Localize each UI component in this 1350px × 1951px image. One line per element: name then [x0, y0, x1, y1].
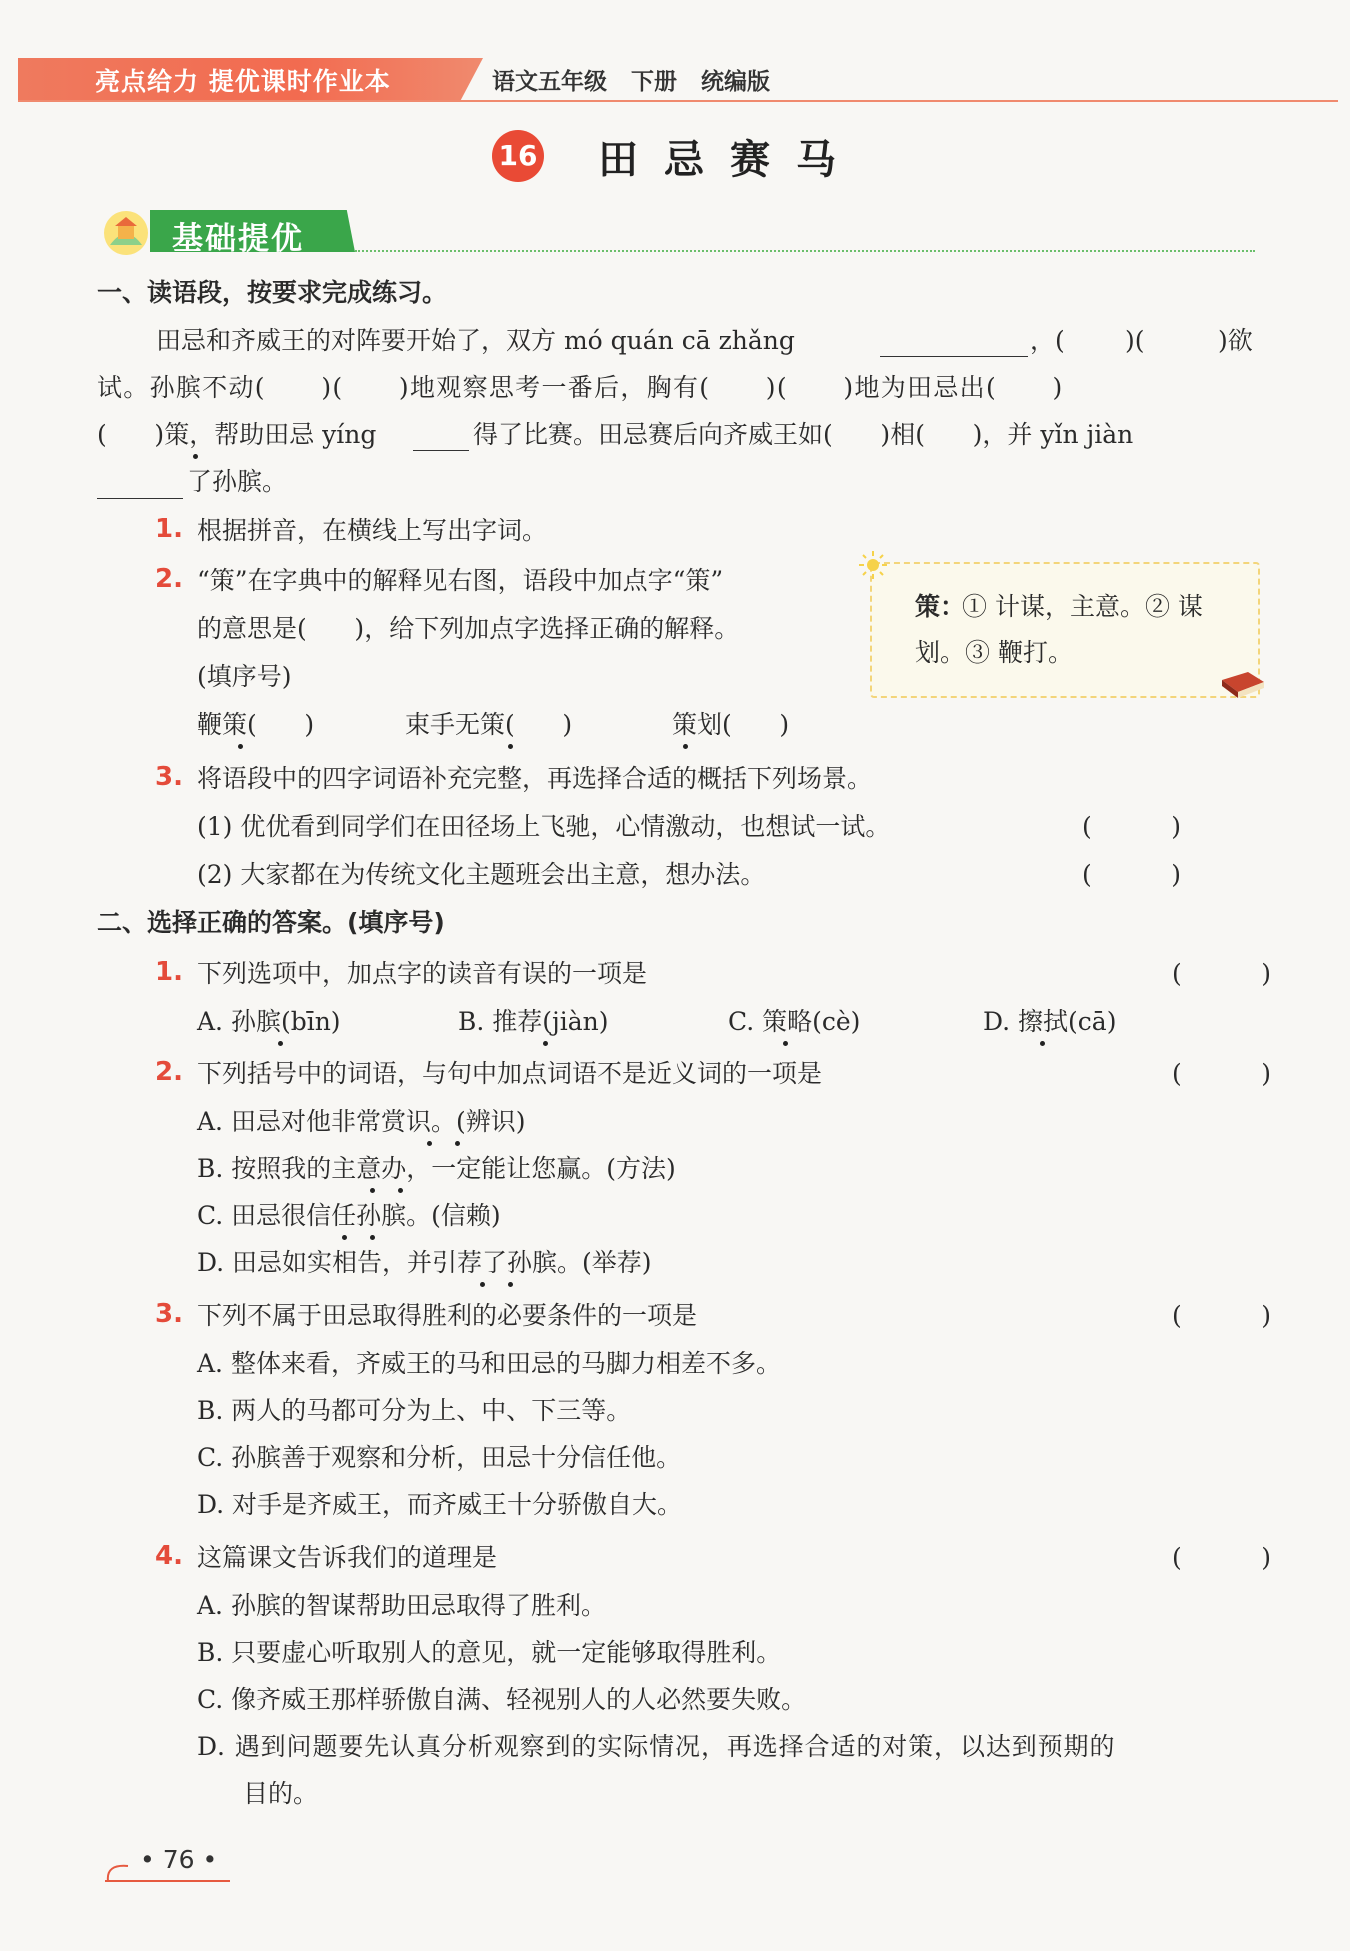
p2-q1-option-c: C. 策略(cè)	[728, 1007, 861, 1036]
passage-line-1: 田忌和齐威王的对阵要开始了，双方 mó quán cā zhǎng	[156, 326, 795, 355]
emphasis-dot	[783, 1041, 788, 1046]
answer-paren[interactable]: ( )	[1172, 1059, 1271, 1088]
p2-q3-text: 下列不属于田忌取得胜利的必要条件的一项是	[197, 1301, 698, 1330]
emphasis-dot	[193, 454, 198, 459]
header-book-info: 语文五年级 下册 统编版	[492, 69, 771, 95]
answer-paren[interactable]: ( )	[1082, 860, 1181, 889]
page-number-swoosh	[104, 1860, 130, 1882]
p1-q2-line2: 的意思是( )，给下列加点字选择正确的解释。	[197, 614, 740, 643]
lesson-title: 田忌赛马	[598, 137, 862, 183]
sun-house-icon	[100, 205, 152, 257]
answer-paren[interactable]: ( )	[1172, 1301, 1271, 1330]
p2-q2-option-c: C. 田忌很信任孙膑。(信赖)	[197, 1201, 501, 1230]
emphasis-dot	[427, 1141, 432, 1146]
p2-q3-option-b: B. 两人的马都可分为上、中、下三等。	[197, 1396, 632, 1425]
passage-line-1d: )欲	[1218, 326, 1253, 355]
p2-q3-option-d: D. 对手是齐威王，而齐威王十分骄傲自大。	[197, 1490, 683, 1519]
emphasis-dot	[342, 1235, 347, 1240]
emphasis-dot	[1040, 1041, 1045, 1046]
emphasis-dot	[508, 744, 513, 749]
p1-q3-item-2: (2) 大家都在为传统文化主题班会出主意，想办法。	[197, 860, 766, 889]
p1-q2-line3: (填序号)	[197, 662, 292, 691]
p2-q3-option-a: A. 整体来看，齐威王的马和田忌的马脚力相差不多。	[197, 1349, 781, 1378]
emphasis-dot	[543, 1041, 548, 1046]
question-number: 4.	[155, 1541, 183, 1571]
page-number: • 76 •	[140, 1845, 218, 1874]
question-number: 1.	[155, 957, 183, 987]
question-number: 3.	[155, 1299, 183, 1329]
p1-q2-option-1: 鞭策( )	[197, 710, 315, 739]
part1-heading: 一、读语段，按要求完成练习。	[97, 278, 448, 307]
definition-word: 策：	[915, 592, 966, 621]
blank-line[interactable]	[97, 498, 183, 499]
answer-paren[interactable]: ( )	[1172, 959, 1271, 988]
emphasis-dot	[370, 1235, 375, 1240]
header-divider	[18, 100, 1338, 102]
question-number: 3.	[155, 762, 183, 792]
p1-q3-text: 将语段中的四字词语补充完整，再选择合适的概括下列场景。	[197, 764, 873, 793]
section-title: 基础提优	[172, 221, 304, 257]
emphasis-dot	[370, 1188, 375, 1193]
p2-q4-option-b: B. 只要虚心听取别人的意见，就一定能够取得胜利。	[197, 1638, 782, 1667]
p2-q2-text: 下列括号中的词语，与句中加点词语不是近义词的一项是	[197, 1059, 823, 1088]
definition-text-2: 划。③ 鞭打。	[915, 638, 1073, 667]
emphasis-dot	[398, 1188, 403, 1193]
passage-line-4: 了孙膑。	[187, 467, 288, 496]
emphasis-dot	[683, 744, 688, 749]
emphasis-dot	[278, 1041, 283, 1046]
passage-line-2: 试。孙膑不动( )( )地观察思考一番后，胸有( )( )地为田忌出( )	[97, 373, 1064, 402]
p2-q1-option-a: A. 孙膑(bīn)	[197, 1007, 341, 1036]
definition-text-1: ① 计谋，主意。② 谋	[962, 592, 1203, 621]
p2-q2-option-a: A. 田忌对他非常赏识。(辨识)	[197, 1107, 526, 1136]
dictionary-definition-box	[870, 562, 1260, 698]
emphasis-dot	[508, 1282, 513, 1287]
blank-line[interactable]	[413, 450, 469, 451]
p1-q1-text: 根据拼音，在横线上写出字词。	[197, 516, 548, 545]
header-series-title: 亮点给力 提优课时作业本	[95, 67, 391, 96]
p1-q3-item-1: (1) 优优看到同学们在田径场上飞驰，心情激动，也想试一试。	[197, 812, 891, 841]
sun-icon	[858, 550, 888, 580]
blank-line[interactable]	[880, 356, 1028, 357]
p2-q4-option-d: D. 遇到问题要先认真分析观察到的实际情况，再选择合适的对策，以达到预期的	[197, 1732, 1116, 1761]
passage-line-1b: ，(	[1030, 326, 1065, 355]
passage-line-3b: 得了比赛。田忌赛后向齐威王如( )相( )，并 yǐn jiàn	[473, 420, 1134, 449]
section-dotted-line	[355, 250, 1255, 252]
p2-q4-option-d-cont: 目的。	[243, 1779, 319, 1808]
passage-line-1c: )(	[1125, 326, 1145, 355]
p2-q3-option-c: C. 孙膑善于观察和分析，田忌十分信任他。	[197, 1443, 682, 1472]
lesson-number-badge: 16	[492, 130, 544, 182]
p1-q2-option-3: 策划( )	[672, 710, 790, 739]
emphasis-dot	[238, 744, 243, 749]
p1-q2-option-2: 束手无策( )	[405, 710, 573, 739]
p2-q4-text: 这篇课文告诉我们的道理是	[197, 1543, 498, 1572]
p2-q1-option-d: D. 擦拭(cā)	[983, 1007, 1117, 1036]
page-number-underline	[105, 1880, 230, 1882]
part2-heading: 二、选择正确的答案。(填序号)	[97, 908, 445, 937]
passage-line-3a: ( )策，帮助田忌 yíng	[97, 420, 377, 449]
question-number: 1.	[155, 514, 183, 544]
emphasis-dot	[455, 1141, 460, 1146]
p2-q1-text: 下列选项中，加点字的读音有误的一项是	[197, 959, 648, 988]
p2-q1-option-b: B. 推荐(jiàn)	[458, 1007, 609, 1036]
p2-q4-option-a: A. 孙膑的智谋帮助田忌取得了胜利。	[197, 1591, 606, 1620]
emphasis-dot	[480, 1282, 485, 1287]
answer-paren[interactable]: ( )	[1172, 1543, 1271, 1572]
p2-q2-option-d: D. 田忌如实相告，并引荐了孙膑。(举荐)	[197, 1248, 652, 1277]
p2-q4-option-c: C. 像齐威王那样骄傲自满、轻视别人的人必然要失败。	[197, 1685, 807, 1714]
answer-paren[interactable]: ( )	[1082, 812, 1181, 841]
question-number: 2.	[155, 1057, 183, 1087]
question-number: 2.	[155, 564, 183, 594]
book-icon	[1218, 668, 1268, 702]
p1-q2-line1: “策”在字典中的解释见右图，语段中加点字“策”	[197, 566, 724, 595]
p2-q2-option-b: B. 按照我的主意办，一定能让您赢。(方法)	[197, 1154, 676, 1183]
